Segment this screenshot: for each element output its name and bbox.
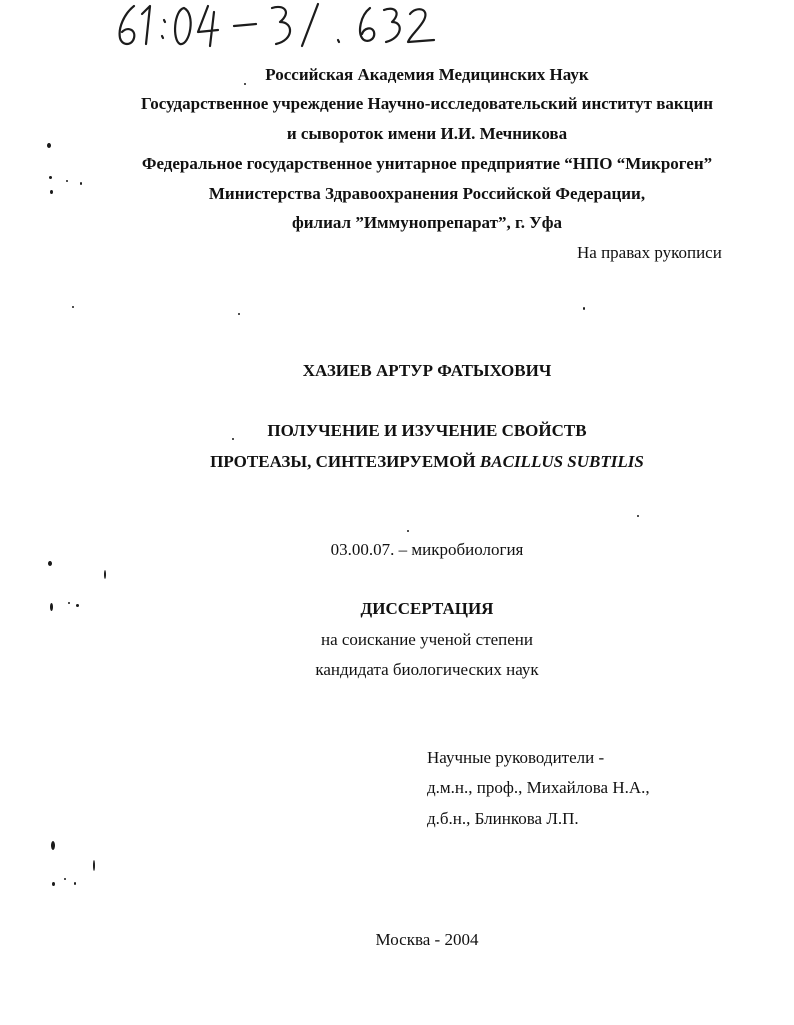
digit-6-stroke	[120, 6, 135, 44]
scan-speck	[68, 602, 70, 604]
supervisors-heading: Научные руководители -	[427, 748, 605, 767]
author-name: ХАЗИЕВ АРТУР ФАТЫХОВИЧ	[302, 361, 552, 380]
digit-0-stroke	[175, 8, 191, 44]
dash-stroke	[234, 24, 256, 26]
header-branch: филиал ”Иммунопрепарат”, г. Уфа	[292, 213, 562, 232]
scan-speck	[104, 570, 106, 579]
scan-speck	[47, 143, 51, 148]
dot-stroke	[338, 40, 339, 42]
degree-line1: на соискание ученой степени	[320, 630, 534, 649]
scan-speck	[244, 83, 246, 85]
scan-speck	[74, 882, 76, 885]
scan-speck	[583, 307, 585, 310]
digit-2-stroke	[408, 9, 434, 42]
scan-speck	[52, 882, 55, 886]
header-ministry: Министерства Здравоохранения Российской Федерации,	[208, 184, 646, 203]
scan-speck	[80, 182, 82, 185]
dissertation-title-line2	[30, 451, 794, 473]
scan-speck	[238, 313, 240, 315]
header-enterprise: Федеральное государственное унитарное предприятие “НПО “Микроген”	[141, 154, 713, 173]
scan-speck	[64, 878, 66, 880]
scan-speck	[49, 176, 52, 179]
digit-6b-stroke	[360, 8, 374, 41]
work-type: ДИССЕРТАЦИЯ	[360, 599, 494, 618]
header-institution: Государственное учреждение Научно-исследовательский институт вакцин	[140, 94, 714, 113]
scan-speck	[50, 190, 53, 194]
scan-speck	[51, 841, 55, 850]
supervisor-first: д.м.н., проф., Михайлова Н.А.,	[427, 778, 650, 797]
degree-line2: кандидата биологических наук	[315, 660, 539, 679]
handwritten-archive-number	[112, 0, 452, 52]
scan-speck	[637, 515, 639, 517]
scan-speck	[93, 860, 95, 871]
colon-stroke	[162, 20, 165, 38]
specialty-code: 03.00.07. – микробиология	[330, 540, 524, 559]
title-prefix: ПРОТЕАЗЫ, СИНТЕЗИРУЕМОЙ	[210, 452, 480, 471]
digit-3b-stroke	[384, 9, 400, 42]
digit-3-stroke	[272, 7, 290, 44]
scan-speck	[407, 530, 409, 532]
scan-speck	[232, 438, 234, 440]
city-year: Москва - 2004	[375, 930, 479, 949]
title-organism: BACILLUS SUBTILIS	[479, 452, 644, 471]
scan-speck	[72, 306, 74, 308]
scan-speck	[50, 603, 53, 611]
manuscript-rights-note: На правах рукописи	[577, 243, 722, 262]
digit-1-stroke	[142, 6, 150, 44]
digit-4-stroke	[198, 6, 218, 46]
scan-speck	[66, 180, 68, 182]
scan-speck	[48, 561, 52, 566]
slash-stroke	[302, 4, 318, 46]
dissertation-title-line1: ПОЛУЧЕНИЕ И ИЗУЧЕНИЕ СВОЙСТВ	[267, 421, 587, 440]
header-academy: Российская Академия Медицинских Наук	[265, 65, 589, 84]
scan-speck	[76, 604, 79, 607]
header-institute-name: и сывороток имени И.И. Мечникова	[286, 124, 568, 143]
supervisor-second: д.б.н., Блинкова Л.П.	[427, 809, 579, 828]
